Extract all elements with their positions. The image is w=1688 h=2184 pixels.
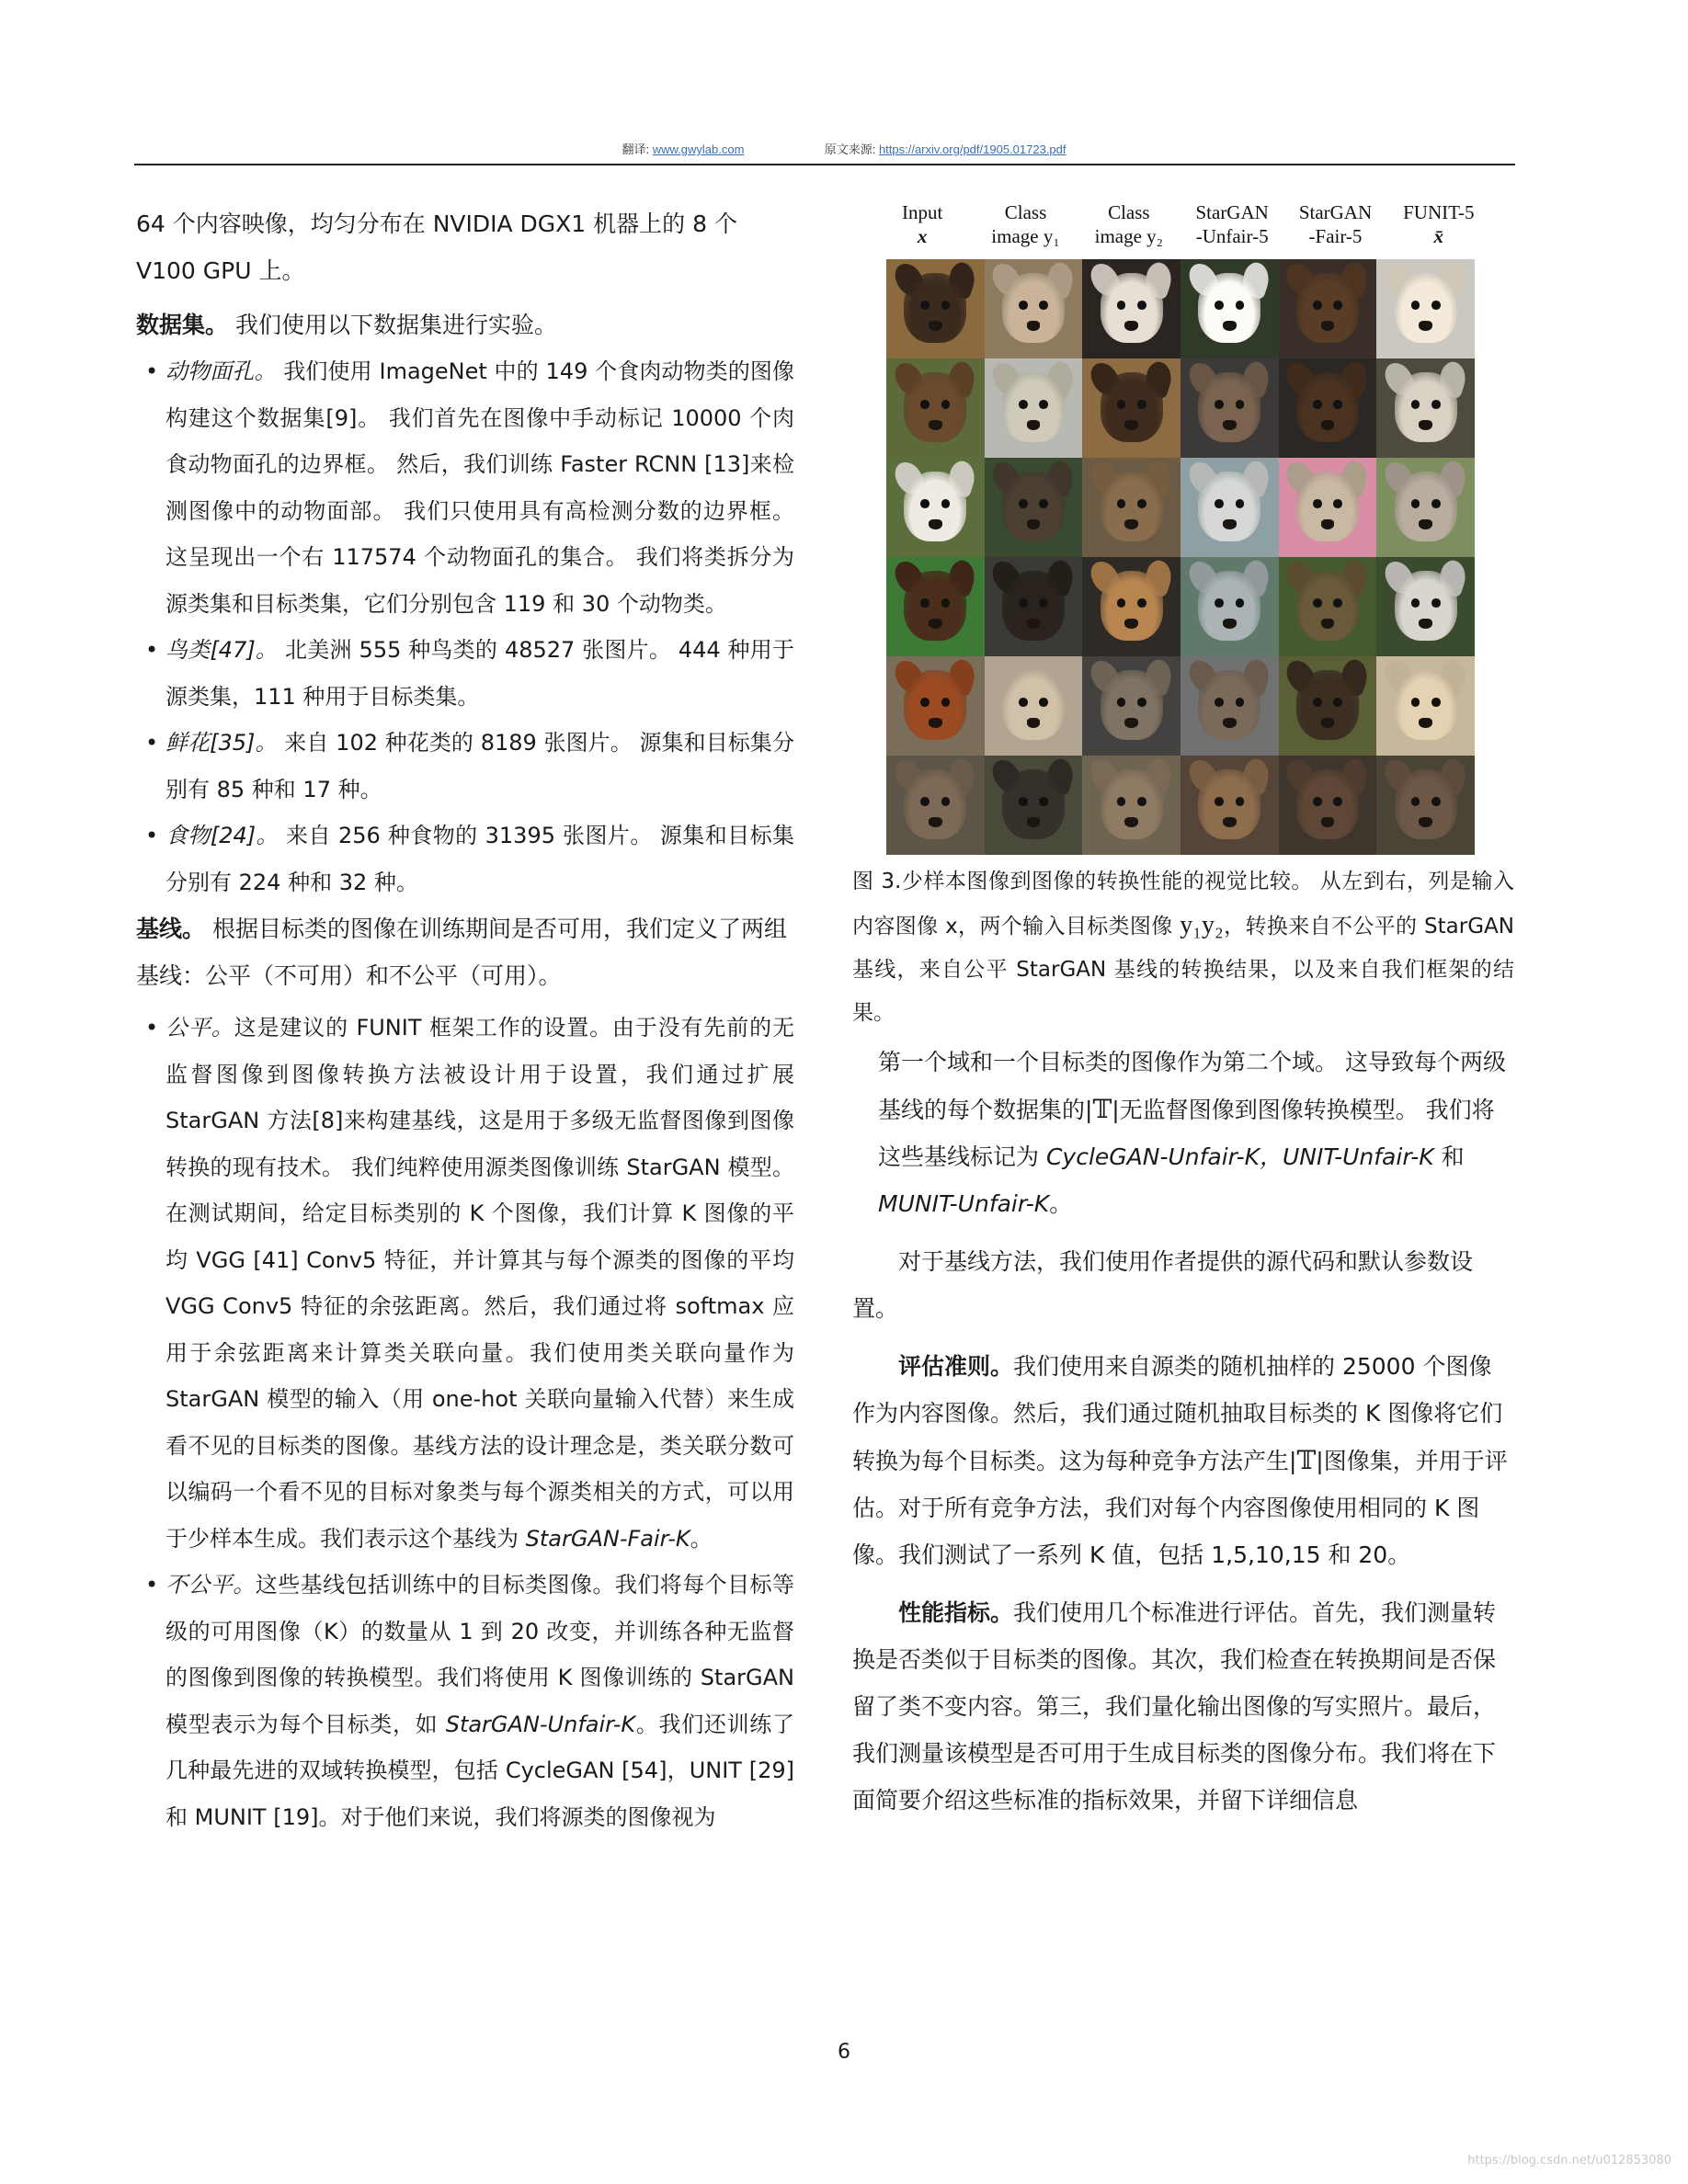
animal-face-image (886, 557, 985, 656)
dataset-text: 来自 256 种食物的 31395 张图片。 源集和目标集分别有 224 种和 32 种。 (165, 823, 794, 895)
evaluation-text: |图像集，并用于评估。对于所有竞争方法，我们对每个内容图像使用相同的 K 图像。我们测试了一系列 K 值，包括 1,5,10,15 和 20。 (852, 1448, 1508, 1568)
animal-face-image (1279, 756, 1377, 855)
animal-face-image (1376, 756, 1475, 855)
animal-face-image (886, 656, 985, 756)
baseline-source-paragraph: 对于基线方法，我们使用作者提供的源代码和默认参数设置。 (852, 1248, 1474, 1322)
animal-face-image (1082, 259, 1180, 358)
dataset-item (136, 720, 794, 813)
fig-col-line1: FUNIT-5 (1403, 201, 1475, 223)
animal-face-image (1082, 656, 1180, 756)
animal-face-image (1279, 656, 1377, 756)
animal-face-image (1180, 756, 1279, 855)
animal-face-image (886, 458, 985, 557)
fig-col-line2: image y₁ (991, 225, 1060, 247)
metrics-text: 我们使用几个标准进行评估。首先，我们测量转换是否类似于目标类的图像。其次，我们检查在转换期间是否保留了类不变内容。第三，我们量化输出图像的写实照片。最后，我们测量该模型是否可用于生成目标类的图像分布。我们将在下面简要介绍这些标准的指标效果，并留下详细信息 (852, 1599, 1497, 1814)
animal-face-image (1082, 756, 1180, 855)
animal-face-image (1376, 458, 1475, 557)
metrics-paragraph (852, 1589, 1514, 1824)
fig-col-line1: StarGAN (1195, 201, 1269, 223)
animal-face-image (1279, 358, 1377, 458)
fig-col-header (1283, 200, 1386, 252)
animal-face-image (886, 259, 985, 358)
baseline-end: 。 (690, 1525, 713, 1552)
animal-face-image (1180, 557, 1279, 656)
translate-link[interactable]: www.gwylab.com (652, 142, 745, 156)
baseline-list (136, 1005, 794, 1840)
animal-face-image (985, 656, 1083, 756)
datasets-heading: 数据集。 (136, 312, 229, 338)
fig-col-header (1078, 200, 1180, 252)
animal-face-image (985, 756, 1083, 855)
fig-col-header (1180, 200, 1283, 252)
animal-face-image (1180, 358, 1279, 458)
dataset-text: 北美洲 555 种鸟类的 48527 张图片。 444 种用于源类集，111 种用于目标类集。 (165, 637, 795, 710)
baseline-lead: 公平。 (165, 1015, 234, 1041)
baseline-end: 。我们还训练了几种最先进的双域转换模型，包括 CycleGAN [54]，UNIT [29]和 MUNIT [19]。对于他们来说，我们将源类的图像视为 (165, 1711, 794, 1830)
animal-face-image (1376, 358, 1475, 458)
fig-col-line2: x̄ (1433, 225, 1444, 247)
animal-face-image (1279, 259, 1377, 358)
baselines-text: 根据目标类的图像在训练期间是否可用，我们定义了两组基线：公平（不可用）和不公平（可用）。 (136, 916, 787, 989)
source-link[interactable]: https://arxiv.org/pdf/1905.01723.pdf (878, 142, 1066, 156)
source-label: 原文来源: (824, 142, 876, 156)
fig-col-line2: -Fair-5 (1308, 225, 1363, 247)
set-T-symbol: 𝕋 (1296, 1445, 1317, 1475)
animal-face-grid (886, 259, 1475, 855)
caption-text: ，转换来自不公平的 StarGAN 基线，来自公平 StarGAN 基线的转换结果，以及来自我们框架的结果。 (852, 915, 1514, 1025)
animal-face-image (1376, 557, 1475, 656)
baseline-name: StarGAN-Unfair-K (445, 1711, 636, 1737)
dataset-text: 我们使用 ImageNet 中的 149 个食肉动物类的图像构建这个数据集[9]。 我们首先在图像中手动标记 10000 个肉食动物面孔的边界框。 然后，我们训练 Faster RCNN [13]来检测图像中的动物面部。 我们只使用具有高检测分数的边界框。 这呈现出一个右 117574 个动物面孔的集合。 我们将类拆分为源类集和目标类集，它们分别包含 119 和 30 个动物类。 (165, 358, 795, 617)
cont-text: |无监督图像到图像转换模型。 我们将这些基线标记为 (878, 1097, 1495, 1170)
dataset-lead: 食物[24]。 (165, 823, 279, 848)
animal-face-image (1180, 458, 1279, 557)
baseline-item-unfair (136, 1562, 794, 1840)
dataset-list (136, 348, 794, 905)
baseline-item-fair (136, 1005, 794, 1562)
evaluation-text: 我们使用来自源类的随机抽样的 25000 个图像作为内容图像。然后，我们通过随机抽取目标类的 K 图像将它们转换为每个目标类。这为每种竞争方法产生| (852, 1353, 1503, 1474)
figure-column-headers (871, 200, 1490, 252)
animal-face-image (1279, 557, 1377, 656)
animal-face-image (886, 756, 985, 855)
animal-face-image (985, 458, 1083, 557)
animal-face-image (1180, 259, 1279, 358)
continued-paragraph (852, 1039, 1514, 1227)
fig-col-line1: Input (902, 201, 943, 223)
animal-face-image (1279, 458, 1377, 557)
cont-text: 第一个域和一个目标类的图像作为第二个域。 这导致每个两级基线的每个数据集的| (878, 1049, 1506, 1123)
animal-face-image (985, 557, 1083, 656)
cont-text: 。 (1049, 1190, 1073, 1217)
baselines-paragraph (136, 905, 794, 999)
figure-caption (852, 860, 1514, 1035)
watermark: https://blog.csdn.net/u012853080 (1467, 2154, 1671, 2167)
datasets-paragraph (136, 301, 794, 348)
baseline-name-munit: MUNIT-Unfair-K (878, 1190, 1050, 1217)
baseline-lead: 不公平。 (165, 1572, 256, 1598)
datasets-text: 我们使用以下数据集进行实验。 (228, 312, 557, 338)
header-rule (134, 164, 1515, 165)
fig-col-header (974, 200, 1077, 252)
fig-col-line1: Class (1108, 201, 1150, 223)
animal-face-image (1180, 656, 1279, 756)
left-column (136, 200, 794, 1840)
dataset-lead: 鲜花[35]。 (165, 730, 278, 756)
animal-face-image (1082, 458, 1180, 557)
baseline-text: 这是建议的 FUNIT 框架工作的设置。由于没有先前的无监督图像到图像转换方法被设计用于设置，我们通过扩展 StarGAN 方法[8]来构建基线，这是用于多级无监督图像到图像转换的现有技术。 我们纯粹使用源类图像训练 StarGAN 模型。在测试期间，给定目标类别的 K 个图像，我们计算 K 图像的平均 VGG [41] Conv5 特征，并计算其与每个源类的图像的平均 VGG Conv5 特征的余弦距离。然后，我们通过将 softmax 应用于余弦距离来计算类关联向量。我们使用类关联向量作为 StarGAN 模型的输入（用 one-hot 关联向量输入代替）来生成看不见的目标类的图像。基线方法的设计理念是，类关联分数可以编码一个看不见的目标对象类与每个源类相关的方式，可以用于少样本生成。我们表示这个基线为 (165, 1015, 794, 1552)
fig-col-line1: StarGAN (1298, 201, 1373, 223)
fig-col-line2: -Unfair-5 (1195, 225, 1269, 247)
dataset-item (136, 627, 794, 720)
animal-face-image (886, 358, 985, 458)
dataset-item (136, 813, 794, 905)
animal-face-image (1376, 259, 1475, 358)
figure-3 (871, 200, 1490, 855)
caption-text: 图 3.少样本图像到图像的转换性能的视觉比较。 从左到右，列是输入内容图像 x，两个输入目标类图像 (852, 870, 1514, 938)
fig-col-header (871, 200, 974, 252)
fig-col-line2: x (917, 225, 928, 247)
right-column (852, 200, 1514, 1824)
evaluation-heading: 评估准则。 (898, 1353, 1014, 1380)
dataset-item (136, 348, 794, 627)
set-T-symbol: 𝕋 (1092, 1094, 1112, 1124)
dataset-lead: 动物面孔。 (165, 358, 277, 384)
animal-face-image (985, 259, 1083, 358)
animal-face-image (1376, 656, 1475, 756)
animal-face-image (1082, 358, 1180, 458)
intro-paragraph: 64 个内容映像，均匀分布在 NVIDIA DGX1 机器上的 8 个 V100 GPU 上。 (136, 210, 737, 284)
fig-col-line2: image y₂ (1094, 225, 1164, 247)
metrics-heading: 性能指标。 (898, 1599, 1014, 1626)
caption-y-symbols: y₁y₂ (1180, 911, 1224, 939)
dataset-lead: 鸟类[47]。 (165, 637, 279, 663)
evaluation-paragraph (852, 1343, 1514, 1578)
baseline-names: CycleGAN-Unfair-K，UNIT-Unfair-K (1045, 1143, 1434, 1170)
animal-face-image (1082, 557, 1180, 656)
baselines-heading: 基线。 (136, 916, 206, 942)
fig-col-header (1387, 200, 1490, 252)
baseline-text: 这些基线包括训练中的目标类图像。我们将每个目标等级的可用图像（K）的数量从 1 到 20 改变，并训练各种无监督的图像到图像的转换模型。我们将使用 K 图像训练的 StarGAN 模型表示为每个目标类，如 (165, 1572, 795, 1737)
page-number: 6 (838, 2041, 850, 2064)
page-header (0, 140, 1688, 160)
cont-text: 和 (1433, 1143, 1465, 1170)
dataset-text: 来自 102 种花类的 8189 张图片。 源集和目标集分别有 85 种和 17 种。 (165, 730, 794, 802)
translate-label: 翻译: (622, 142, 650, 156)
baseline-name: StarGAN-Fair-K (525, 1525, 690, 1552)
animal-face-image (985, 358, 1083, 458)
fig-col-line1: Class (1004, 201, 1047, 223)
